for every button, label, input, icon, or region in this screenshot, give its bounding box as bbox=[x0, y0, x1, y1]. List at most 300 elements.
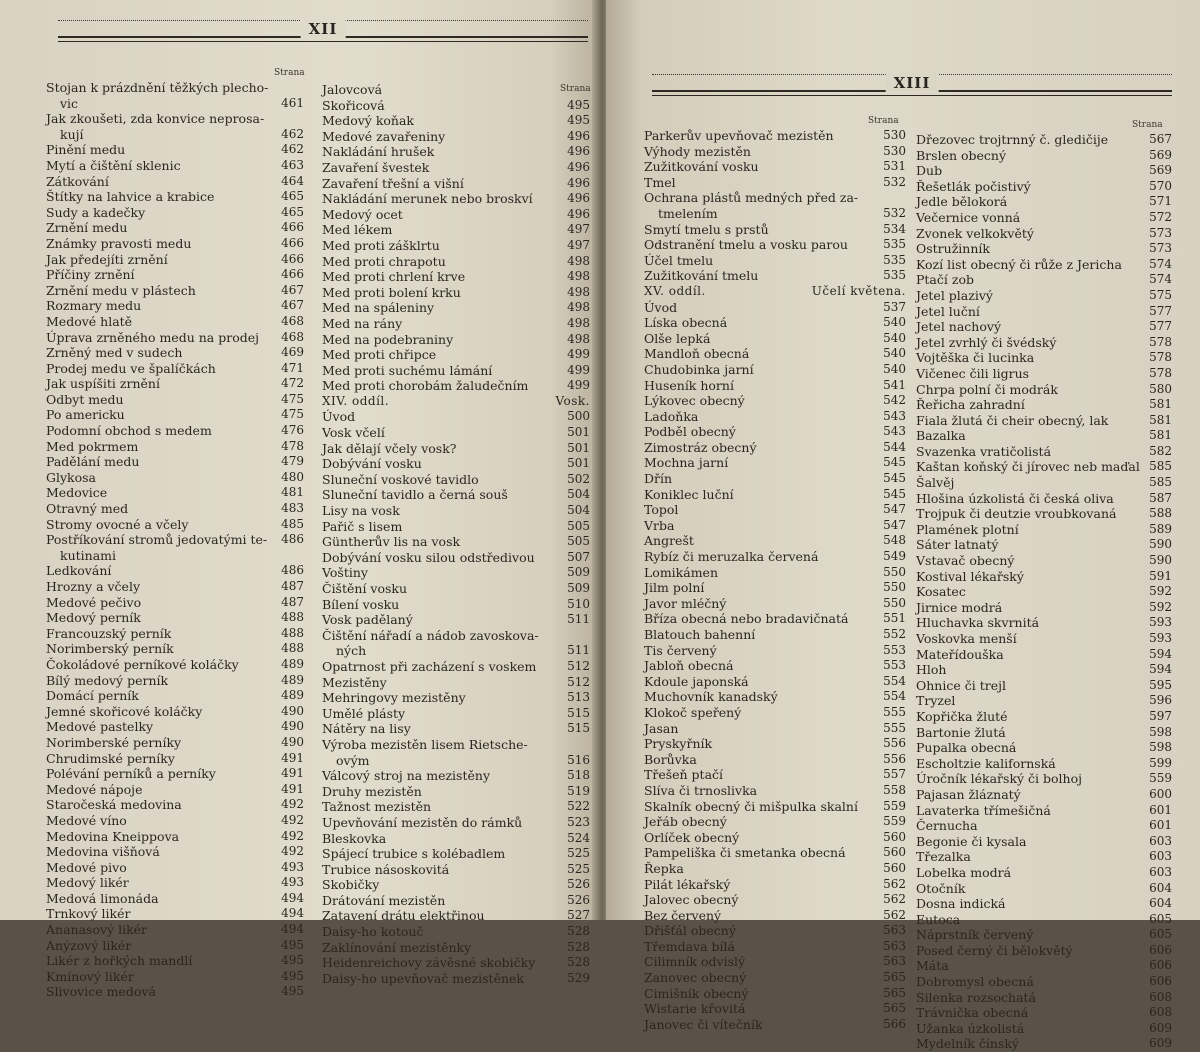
entry-page-number: 549 bbox=[883, 549, 906, 564]
entry-title: Tryzel bbox=[916, 693, 956, 709]
index-entry bbox=[916, 990, 1172, 1006]
entry-page-number: 534 bbox=[883, 221, 906, 236]
entry-title: Jak zkoušeti, zda konvice neprosa- bbox=[46, 111, 265, 127]
entry-title: Med proti bolení krku bbox=[322, 284, 461, 300]
index-entry bbox=[644, 300, 906, 316]
entry-title: kují bbox=[60, 126, 84, 142]
index-entry bbox=[46, 688, 304, 704]
index-entry bbox=[46, 189, 304, 205]
index-entry bbox=[916, 818, 1172, 834]
entry-page-number: 519 bbox=[567, 783, 590, 798]
entry-page-number: 491 bbox=[281, 750, 304, 765]
index-entry bbox=[46, 80, 304, 96]
index-entry bbox=[916, 522, 1172, 538]
entry-page-number: 488 bbox=[281, 641, 304, 656]
entry-page-number: 577 bbox=[1149, 319, 1172, 334]
left-page-header bbox=[58, 6, 588, 46]
entry-page-number: 483 bbox=[281, 501, 304, 516]
entry-page-number: 487 bbox=[281, 579, 304, 593]
entry-title: Jak dělají včely vosk? bbox=[322, 440, 457, 456]
right-page bbox=[606, 0, 1200, 1052]
index-entry bbox=[322, 519, 590, 535]
index-entry bbox=[46, 501, 304, 517]
entry-page-number: 496 bbox=[567, 159, 590, 174]
entry-page-number: 605 bbox=[1149, 927, 1172, 942]
header-thin-rule bbox=[652, 95, 1172, 96]
index-entry bbox=[916, 382, 1172, 398]
entry-title: Orlíček obecný bbox=[644, 829, 740, 845]
entry-page-number: 565 bbox=[883, 1001, 906, 1016]
entry-page-number: 569 bbox=[1149, 147, 1172, 162]
index-entry bbox=[322, 955, 590, 971]
index-entry bbox=[644, 877, 906, 893]
index-entry bbox=[46, 330, 304, 346]
index-entry bbox=[916, 803, 1172, 819]
entry-page-number: 528 bbox=[567, 924, 590, 939]
index-entry bbox=[322, 565, 590, 581]
entry-page-number: 485 bbox=[281, 516, 304, 531]
index-entry bbox=[46, 485, 304, 501]
index-entry bbox=[644, 533, 906, 549]
entry-page-number: 490 bbox=[281, 734, 304, 749]
index-entry bbox=[46, 563, 304, 579]
entry-title: Kmínový likér bbox=[46, 968, 134, 984]
entry-title: Kostival lékařský bbox=[916, 568, 1024, 584]
entry-page-number: 496 bbox=[567, 128, 590, 143]
entry-page-number: 540 bbox=[883, 346, 906, 361]
index-entry bbox=[916, 210, 1172, 226]
index-entry bbox=[46, 751, 304, 767]
entry-page-number: 513 bbox=[567, 690, 590, 705]
left-page bbox=[0, 0, 598, 1000]
entry-title: Skobičky bbox=[322, 877, 380, 893]
entry-page-number: 492 bbox=[281, 797, 304, 812]
entry-title: Chudobinka jarní bbox=[644, 361, 754, 377]
entry-title: Javor mléčný bbox=[644, 595, 727, 611]
entry-title: Nakládání hrušek bbox=[322, 144, 435, 160]
index-entry bbox=[322, 332, 590, 348]
entry-title: Jak předejíti zrnění bbox=[46, 251, 168, 267]
entry-page-number: 499 bbox=[567, 347, 590, 362]
index-entry bbox=[322, 269, 590, 285]
entry-page-number: 530 bbox=[883, 128, 906, 142]
entry-title: Nátěry na lisy bbox=[322, 721, 411, 737]
entry-page-number: 556 bbox=[883, 736, 906, 751]
index-entry bbox=[644, 721, 906, 737]
entry-page-number: 543 bbox=[883, 424, 906, 439]
entry-title: Medové zavařeniny bbox=[322, 128, 446, 144]
entry-title: Jalovcová bbox=[322, 82, 383, 97]
entry-page-number: 462 bbox=[281, 126, 304, 141]
entry-title: Třezalka bbox=[916, 849, 971, 865]
index-entry bbox=[916, 226, 1172, 242]
entry-page-number: 571 bbox=[1149, 194, 1172, 209]
index-entry bbox=[644, 923, 906, 939]
entry-title: Ananasový likér bbox=[46, 922, 148, 938]
entry-page-number: 541 bbox=[883, 377, 906, 392]
index-entry bbox=[916, 958, 1172, 974]
entry-page-number: 505 bbox=[567, 534, 590, 549]
entry-page-number: 593 bbox=[1149, 615, 1172, 630]
index-entry bbox=[916, 397, 1172, 413]
index-entry bbox=[644, 315, 906, 331]
index-entry bbox=[916, 974, 1172, 990]
entry-page-number: 573 bbox=[1149, 225, 1172, 240]
entry-page-number: 547 bbox=[883, 517, 906, 532]
entry-title: ovým bbox=[336, 752, 370, 768]
entry-page-number: 562 bbox=[883, 892, 906, 907]
entry-page-number: 578 bbox=[1149, 350, 1172, 365]
index-entry bbox=[46, 314, 304, 330]
index-entry bbox=[46, 96, 304, 112]
index-entry bbox=[644, 1001, 906, 1017]
entry-page-number: 563 bbox=[883, 923, 906, 938]
index-entry bbox=[46, 782, 304, 798]
entry-title: Řešetlák počistivý bbox=[916, 178, 1031, 194]
index-entry bbox=[46, 548, 304, 564]
entry-title: Muchovník kanadský bbox=[644, 689, 778, 705]
entry-page-number: 528 bbox=[567, 955, 590, 970]
index-entry bbox=[322, 191, 590, 207]
index-entry bbox=[46, 875, 304, 891]
entry-page-number: 492 bbox=[281, 828, 304, 843]
entry-page-number: 559 bbox=[1149, 771, 1172, 786]
entry-title: Medové pivo bbox=[46, 859, 127, 875]
entry-page-number: 494 bbox=[281, 922, 304, 937]
index-entry bbox=[916, 163, 1172, 179]
entry-page-number: 604 bbox=[1149, 880, 1172, 895]
entry-page-number: 543 bbox=[883, 408, 906, 423]
index-entry bbox=[916, 506, 1172, 522]
strana-label: Strana bbox=[868, 116, 899, 126]
entry-title: Likér z hořkých mandlí bbox=[46, 953, 193, 969]
index-entry bbox=[46, 470, 304, 486]
entry-page-number: 529 bbox=[567, 970, 590, 985]
index-entry bbox=[916, 1005, 1172, 1021]
index-entry bbox=[644, 611, 906, 627]
index-entry bbox=[644, 689, 906, 705]
index-entry bbox=[916, 849, 1172, 865]
entry-page-number: 578 bbox=[1149, 365, 1172, 380]
entry-title: Bílý medový perník bbox=[46, 672, 169, 688]
entry-title: Voštiny bbox=[322, 565, 368, 581]
entry-page-number: 524 bbox=[567, 830, 590, 845]
index-entry bbox=[916, 459, 1172, 475]
section-title: Vosk. bbox=[555, 393, 590, 408]
entry-title: Užanka úzkolistá bbox=[916, 1020, 1025, 1036]
entry-title: Zanovec obecný bbox=[644, 970, 747, 986]
index-entry bbox=[916, 896, 1172, 912]
index-entry bbox=[46, 517, 304, 533]
entry-page-number: 545 bbox=[883, 486, 906, 501]
entry-page-number: 502 bbox=[567, 471, 590, 486]
index-entry bbox=[322, 784, 590, 800]
entry-page-number: 499 bbox=[567, 362, 590, 377]
entry-page-number: 537 bbox=[883, 299, 906, 314]
index-entry bbox=[46, 111, 304, 127]
entry-page-number: 606 bbox=[1149, 958, 1172, 973]
entry-page-number: 540 bbox=[883, 315, 906, 330]
index-entry bbox=[916, 569, 1172, 585]
entry-page-number: 590 bbox=[1149, 553, 1172, 568]
index-entry bbox=[322, 207, 590, 223]
entry-title: Polévání perníků a perníky bbox=[46, 766, 216, 782]
entry-title: Mateřídouška bbox=[916, 646, 1004, 662]
entry-page-number: 492 bbox=[281, 812, 304, 827]
entry-title: Med proti chřipce bbox=[322, 347, 437, 363]
entry-page-number: 598 bbox=[1149, 740, 1172, 755]
index-entry bbox=[46, 719, 304, 735]
entry-page-number: 499 bbox=[567, 378, 590, 393]
entry-page-number: 469 bbox=[281, 345, 304, 360]
entry-page-number: 552 bbox=[883, 627, 906, 641]
index-entry bbox=[322, 98, 590, 114]
index-entry bbox=[644, 159, 906, 175]
index-entry bbox=[322, 690, 590, 706]
entry-title: Plamének plotní bbox=[916, 521, 1019, 537]
entry-title: Ptačí zob bbox=[916, 272, 974, 288]
entry-title: Třešeň ptačí bbox=[644, 767, 724, 783]
entry-title: Cilimník odvislý bbox=[644, 954, 746, 970]
entry-page-number: 574 bbox=[1149, 272, 1172, 287]
index-entry bbox=[46, 829, 304, 845]
index-entry bbox=[644, 565, 906, 581]
entry-title: Podomní obchod s medem bbox=[46, 423, 212, 439]
entry-page-number: 569 bbox=[1149, 163, 1172, 178]
entry-page-number: 495 bbox=[281, 984, 304, 999]
index-entry bbox=[916, 553, 1172, 569]
entry-page-number: 548 bbox=[883, 533, 906, 548]
entry-title: Bartonie žlutá bbox=[916, 724, 1006, 740]
entry-title: Pilát lékařský bbox=[644, 876, 731, 892]
index-entry bbox=[46, 610, 304, 626]
entry-page-number: 601 bbox=[1149, 818, 1172, 833]
entry-title: Zrnění medu bbox=[46, 220, 128, 236]
index-entry bbox=[916, 678, 1172, 694]
entry-page-number: 603 bbox=[1149, 833, 1172, 848]
entry-page-number: 512 bbox=[567, 658, 590, 673]
index-entry bbox=[644, 144, 906, 160]
entry-title: Janovec či vítečník bbox=[644, 1016, 763, 1032]
entry-page-number: 581 bbox=[1149, 397, 1172, 412]
entry-page-number: 557 bbox=[883, 767, 906, 782]
entry-title: Zrnění medu v plástech bbox=[46, 282, 196, 298]
entry-page-number: 468 bbox=[281, 313, 304, 328]
entry-title: Hluchavka skvrnitá bbox=[916, 615, 1040, 631]
index-entry bbox=[916, 304, 1172, 320]
entry-page-number: 481 bbox=[281, 485, 304, 500]
index-entry bbox=[916, 1021, 1172, 1037]
index-entry bbox=[916, 350, 1172, 366]
entry-title: Upevňování mezistěn do rámků bbox=[322, 814, 523, 830]
entry-title: Kozí list obecný či růže z Jericha bbox=[916, 256, 1122, 272]
header-thin-rule bbox=[58, 41, 588, 42]
index-entry bbox=[322, 472, 590, 488]
index-entry bbox=[644, 268, 906, 284]
section-heading bbox=[644, 284, 906, 300]
entry-page-number: 596 bbox=[1149, 693, 1172, 708]
entry-page-number: 493 bbox=[281, 875, 304, 890]
index-entry bbox=[916, 132, 1172, 148]
entry-title: Medovina višňová bbox=[46, 844, 160, 860]
entry-page-number: 476 bbox=[281, 423, 304, 438]
index-entry bbox=[322, 706, 590, 722]
entry-title: Medový koňak bbox=[322, 113, 414, 129]
entry-page-number: 487 bbox=[281, 594, 304, 609]
entry-page-number: 496 bbox=[567, 191, 590, 206]
entry-page-number: 605 bbox=[1149, 911, 1172, 926]
index-entry bbox=[916, 257, 1172, 273]
index-entry bbox=[916, 241, 1172, 257]
entry-page-number: 515 bbox=[567, 705, 590, 720]
entry-page-number: 547 bbox=[883, 502, 906, 517]
entry-page-number: 498 bbox=[567, 331, 590, 346]
index-entry bbox=[322, 659, 590, 675]
entry-title: Cimišník obecný bbox=[644, 985, 749, 1001]
index-entry bbox=[322, 363, 590, 379]
entry-page-number: 559 bbox=[883, 798, 906, 813]
entry-page-number: 489 bbox=[281, 672, 304, 687]
index-column-left-1 bbox=[46, 80, 304, 1000]
entry-title: Francouzský perník bbox=[46, 625, 172, 641]
entry-title: Koniklec luční bbox=[644, 486, 734, 502]
entry-page-number: 467 bbox=[281, 282, 304, 297]
entry-page-number: 567 bbox=[1149, 132, 1172, 146]
entry-page-number: 545 bbox=[883, 471, 906, 486]
index-entry bbox=[916, 366, 1172, 382]
index-entry bbox=[916, 413, 1172, 429]
entry-title: Bez červený bbox=[644, 907, 722, 923]
entry-title: Hloh bbox=[916, 662, 947, 678]
entry-title: Úprava zrněného medu na prodej bbox=[46, 329, 259, 345]
entry-title: Lomikámen bbox=[644, 564, 719, 580]
index-entry bbox=[322, 176, 590, 192]
entry-page-number: 489 bbox=[281, 688, 304, 703]
index-entry bbox=[916, 1036, 1172, 1052]
entry-page-number: 553 bbox=[883, 658, 906, 673]
entry-page-number: 491 bbox=[281, 766, 304, 781]
entry-title: Daisy-ho upevňovač mezistěnek bbox=[322, 970, 524, 986]
entry-page-number: 504 bbox=[567, 487, 590, 502]
entry-page-number: 505 bbox=[567, 518, 590, 533]
entry-title: Lisy na vosk bbox=[322, 503, 400, 519]
section-title: Učelí květenа. bbox=[811, 283, 906, 298]
entry-title: Bílení vosku bbox=[322, 596, 400, 612]
entry-title: Medová limonáda bbox=[46, 890, 159, 906]
index-entry bbox=[322, 581, 590, 597]
index-entry bbox=[644, 845, 906, 861]
index-entry bbox=[322, 940, 590, 956]
index-entry bbox=[916, 662, 1172, 678]
entry-page-number: 518 bbox=[567, 768, 590, 783]
entry-title: Řepka bbox=[644, 860, 684, 876]
entry-title: Líska obecná bbox=[644, 315, 728, 331]
index-entry bbox=[322, 160, 590, 176]
entry-title: Ladoňka bbox=[644, 408, 699, 424]
index-entry bbox=[322, 82, 590, 98]
entry-title: Známky pravosti medu bbox=[46, 235, 192, 251]
entry-page-number: 604 bbox=[1149, 896, 1172, 911]
entry-page-number: 582 bbox=[1149, 443, 1172, 458]
entry-title: Jalovec obecný bbox=[644, 892, 739, 908]
entry-title: Šalvěj bbox=[916, 475, 955, 491]
index-entry bbox=[916, 647, 1172, 663]
index-entry bbox=[322, 144, 590, 160]
index-entry bbox=[322, 831, 590, 847]
entry-title: Chrudimské perníky bbox=[46, 750, 175, 766]
entry-page-number: 609 bbox=[1149, 1020, 1172, 1035]
entry-title: Čištění nářadí a nádob zavoskova- bbox=[322, 627, 539, 643]
index-entry bbox=[916, 834, 1172, 850]
index-entry bbox=[46, 174, 304, 190]
entry-page-number: 608 bbox=[1149, 989, 1172, 1004]
index-entry bbox=[916, 194, 1172, 210]
index-entry bbox=[46, 626, 304, 642]
index-entry bbox=[46, 158, 304, 174]
entry-page-number: 544 bbox=[883, 439, 906, 454]
index-entry bbox=[916, 943, 1172, 959]
entry-title: Escholtzie kalifornská bbox=[916, 755, 1056, 771]
index-entry bbox=[644, 222, 906, 238]
index-entry bbox=[644, 393, 906, 409]
entry-title: Mochna jarní bbox=[644, 455, 729, 471]
entry-title: Norimberské perníky bbox=[46, 734, 182, 750]
index-entry bbox=[46, 142, 304, 158]
index-entry bbox=[322, 612, 590, 628]
entry-page-number: 501 bbox=[567, 425, 590, 440]
entry-title: Brslen obecný bbox=[916, 147, 1007, 163]
entry-page-number: 510 bbox=[567, 596, 590, 611]
entry-page-number: 468 bbox=[281, 329, 304, 344]
index-entry bbox=[644, 362, 906, 378]
entry-page-number: 577 bbox=[1149, 303, 1172, 318]
index-entry bbox=[916, 491, 1172, 507]
section-number: XIV. oddíl. bbox=[322, 393, 390, 408]
index-entry bbox=[46, 797, 304, 813]
entry-title: Po americku bbox=[46, 407, 125, 423]
entry-title: Silenka rozsochatá bbox=[916, 989, 1037, 1005]
index-entry bbox=[644, 424, 906, 440]
entry-title: Medovina Kneippova bbox=[46, 828, 180, 844]
entry-page-number: 480 bbox=[281, 469, 304, 484]
entry-title: Topol bbox=[644, 502, 679, 518]
entry-page-number: 530 bbox=[883, 143, 906, 158]
entry-title: Lýkovec obecný bbox=[644, 393, 745, 409]
entry-page-number: 581 bbox=[1149, 412, 1172, 427]
entry-page-number: 497 bbox=[567, 222, 590, 237]
index-entry bbox=[916, 615, 1172, 631]
entry-page-number: 526 bbox=[567, 892, 590, 907]
entry-page-number: 606 bbox=[1149, 942, 1172, 957]
index-entry bbox=[322, 129, 590, 145]
entry-page-number: 504 bbox=[567, 503, 590, 518]
entry-title: Vosk padělaný bbox=[322, 612, 413, 628]
entry-page-number: 525 bbox=[567, 861, 590, 876]
entry-title: Skalník obecný či mišpulka skalní bbox=[644, 798, 858, 814]
entry-title: Trávnička obecná bbox=[916, 1005, 1029, 1021]
index-entry bbox=[644, 627, 906, 643]
entry-page-number: 570 bbox=[1149, 178, 1172, 193]
entry-title: Hrozny a včely bbox=[46, 579, 141, 594]
index-entry bbox=[644, 783, 906, 799]
entry-page-number: 526 bbox=[567, 877, 590, 892]
entry-page-number: 466 bbox=[281, 235, 304, 250]
entry-page-number: 555 bbox=[883, 704, 906, 719]
entry-title: Begonie či kysala bbox=[916, 833, 1027, 849]
index-entry bbox=[644, 175, 906, 191]
index-entry bbox=[46, 267, 304, 283]
index-entry bbox=[916, 319, 1172, 335]
